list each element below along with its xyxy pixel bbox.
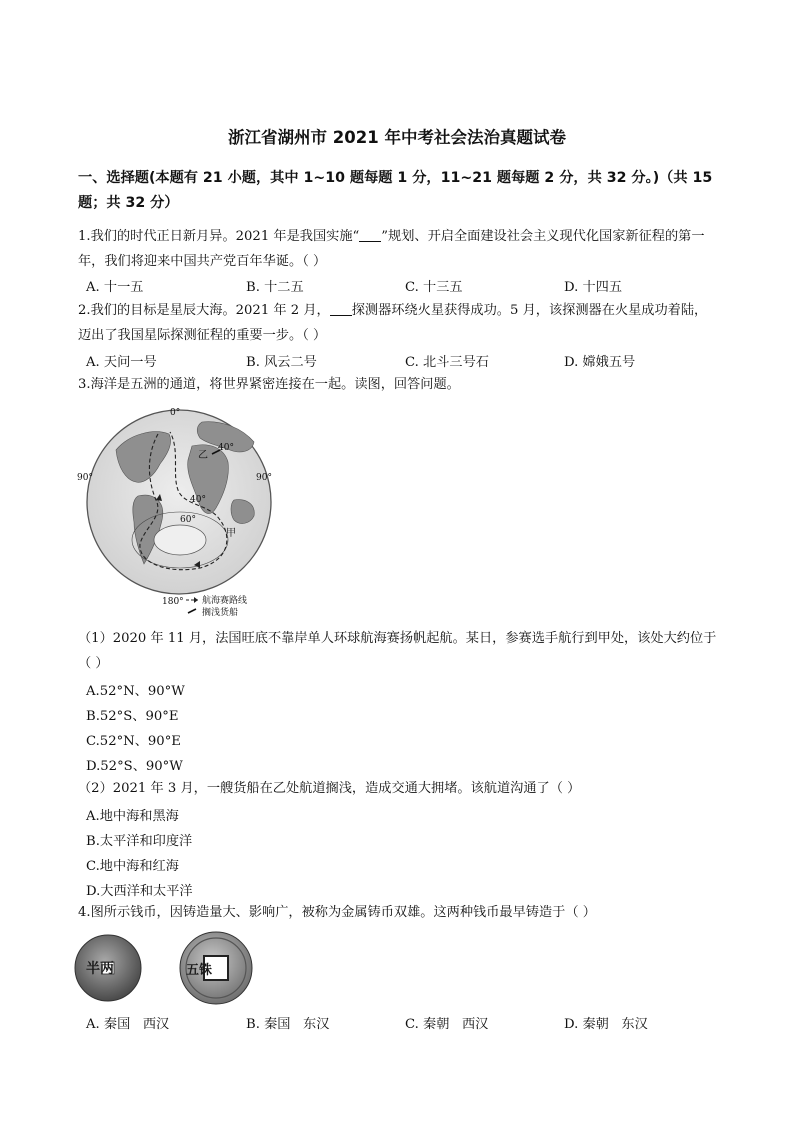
option-b[interactable]: B. 十二五	[246, 280, 304, 295]
question-1-stem-pre: 1.我们的时代正日新月异。2021 年是我国实施“	[78, 229, 360, 244]
answer-blank	[330, 301, 352, 316]
option-d[interactable]: D.52°S、90°W	[86, 759, 183, 774]
option-b[interactable]: B.52°S、90°E	[86, 709, 179, 724]
question-3-stem: 3.海洋是五洲的通道，将世界紧密连接在一起。读图，回答问题。	[78, 377, 460, 392]
question-4-stem: 4.图所示钱币，因铸造量大、影响广，被称为金属铸币双雄。这两种钱币最早铸造于（ ）	[78, 905, 596, 920]
option-a[interactable]: A.地中海和黑海	[86, 809, 179, 824]
question-3-sub2-stem: （2）2021 年 3 月，一艘货船在乙处航道搁浅，造成交通大拥堵。该航道沟通了（ ）	[78, 781, 581, 796]
option-a[interactable]: A.52°N、90°W	[86, 684, 185, 699]
globe-map-figure	[74, 404, 284, 616]
label-point-jia: 甲	[226, 528, 236, 539]
option-c[interactable]: C. 北斗三号石	[405, 355, 489, 370]
answer-blank	[359, 227, 381, 242]
question-4-options	[86, 1013, 726, 1037]
label-lat-0: 0°	[170, 408, 181, 418]
label-lat-60: 60°	[180, 515, 196, 525]
question-2-stem	[78, 298, 718, 348]
option-d[interactable]: D. 十四五	[564, 280, 623, 295]
option-a[interactable]: A. 天问一号	[86, 355, 157, 370]
coin-banliang-glyph: 半两	[86, 961, 114, 977]
page-title: 浙江省湖州市 2021 年中考社会法治真题试卷	[228, 128, 566, 147]
option-d[interactable]: D. 秦朝 东汉	[564, 1017, 648, 1032]
legend-route-label: 航海赛路线	[202, 596, 248, 606]
option-b[interactable]: B.太平洋和印度洋	[86, 834, 193, 849]
option-c[interactable]: C. 秦朝 西汉	[405, 1017, 489, 1032]
label-lat-40-north: 40°	[218, 443, 234, 453]
label-point-yi: 乙	[198, 450, 208, 461]
coins-figure	[74, 930, 260, 1006]
label-lon-90-right: 90°	[256, 473, 272, 483]
question-3-sub1-stem: （1）2020 年 11 月，法国旺底不靠岸单人环球航海赛扬帆起航。某日，参赛选手航行到甲处，该处大约位于（ ）	[78, 631, 717, 671]
option-c[interactable]: C.地中海和红海	[86, 859, 179, 874]
legend-route-arrow-icon	[194, 597, 198, 603]
coins-image	[74, 930, 260, 1006]
option-c[interactable]: C.52°N、90°E	[86, 734, 181, 749]
question-1-stem	[78, 224, 718, 274]
question-2-stem-pre: 2.我们的目标是星辰大海。2021 年 2 月，	[78, 303, 330, 318]
question-1-stem-post: ”规划、开启全面建设社会主义现代化国家新征程的第一年，我们将迎来中国共产党百年华诞。（ ）	[78, 229, 705, 269]
legend-ship-label: 搁浅货船	[202, 608, 239, 616]
option-d[interactable]: D. 嫦娥五号	[564, 355, 636, 370]
question-2-stem-post: 探测器环绕火星获得成功。5 月，该探测器在火星成功着陆，迈出了我国星际探测征程的重要一步。（ ）	[78, 303, 708, 343]
option-a[interactable]: A. 秦国 西汉	[86, 1017, 170, 1032]
section-heading: 一、选择题(本题有 21 小题，其中 1~10 题每题 1 分，11~21 题每题 2 分，共 32 分。)（共 15 题；共 32 分）	[78, 170, 713, 211]
globe-map	[74, 404, 284, 616]
option-b[interactable]: B. 秦国 东汉	[246, 1017, 330, 1032]
option-d[interactable]: D.大西洋和太平洋	[86, 884, 193, 899]
question-1-options	[86, 276, 726, 300]
option-a[interactable]: A. 十一五	[86, 280, 144, 295]
option-b[interactable]: B. 风云二号	[246, 355, 317, 370]
legend-ship-icon	[188, 609, 196, 613]
label-lon-180: 180°	[162, 597, 184, 607]
label-lat-40-south: 40°	[190, 495, 206, 505]
option-c[interactable]: C. 十三五	[405, 280, 463, 295]
landmass-antarctica	[154, 525, 206, 555]
label-lon-90-left: 90°	[77, 473, 93, 483]
coin-wuzhu-glyph: 五铢	[186, 963, 213, 978]
